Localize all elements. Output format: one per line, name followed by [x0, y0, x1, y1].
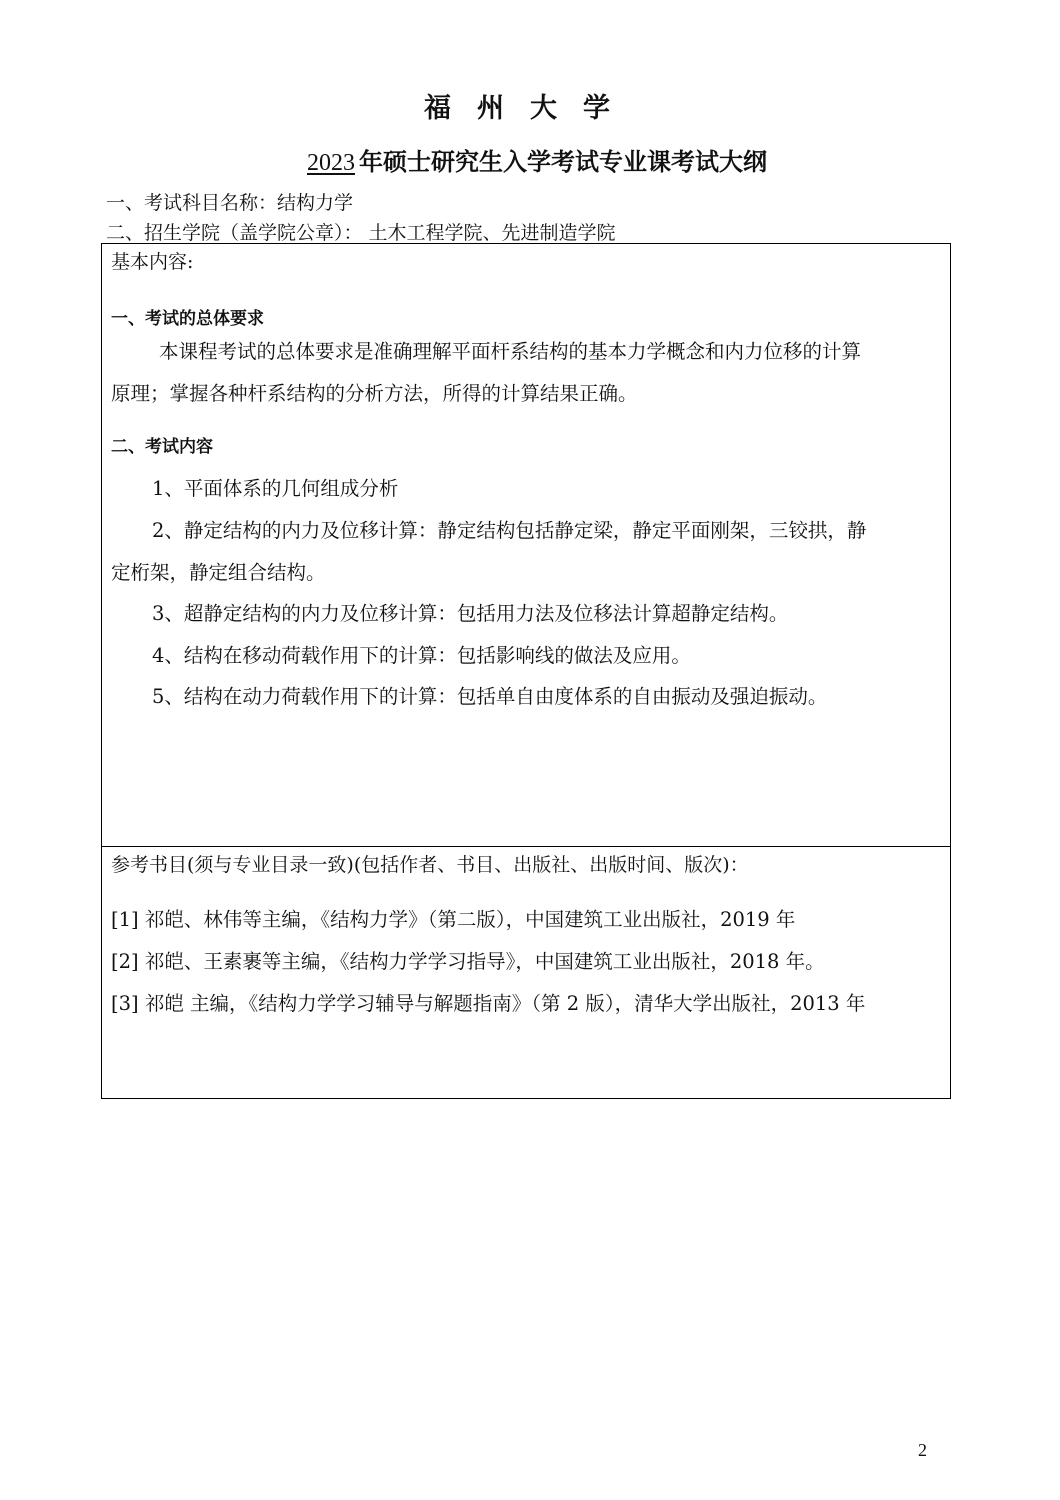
exam-subject: 一、考试科目名称：结构力学 — [106, 192, 354, 214]
references-label: 参考书目(须与专业目录一致)(包括作者、书目、出版社、出版时间、版次)： — [111, 854, 749, 876]
section1-line1: 本课程考试的总体要求是准确理解平面杆系结构的基本力学概念和内力位移的计算 — [159, 340, 862, 363]
exam-year: 2023 — [307, 150, 355, 176]
page-number: 2 — [918, 1440, 927, 1460]
references-box — [101, 846, 951, 1099]
content-item-1: 1、平面体系的几何组成分析 — [152, 477, 399, 500]
reference-1: [1] 祁皑、林伟等主编，《结构力学》（第二版），中国建筑工业出版社，2019 年 — [111, 908, 796, 931]
content-item-4: 4、结构在移动荷载作用下的计算：包括影响线的做法及应用。 — [152, 644, 691, 667]
content-item-3: 3、超静定结构的内力及位移计算：包括用力法及位移法计算超静定结构。 — [152, 602, 789, 625]
content-label: 基本内容: — [111, 251, 194, 273]
section1-heading: 一、考试的总体要求 — [111, 309, 264, 329]
document-title — [0, 142, 1060, 177]
content-item-5: 5、结构在动力荷载作用下的计算：包括单自由度体系的自由振动及强迫振动。 — [152, 685, 828, 708]
section2-heading: 二、考试内容 — [111, 437, 213, 457]
university-name: 福州大学 — [424, 93, 636, 124]
content-item-2-line1: 2、静定结构的内力及位移计算：静定结构包括静定梁，静定平面刚架，三铰拱，静 — [152, 519, 867, 542]
section1-line2: 原理；掌握各种杆系结构的分析方法，所得的计算结果正确。 — [111, 382, 638, 405]
reference-2: [2] 祁皑、王素裹等主编，《结构力学学习指导》，中国建筑工业出版社，2018 年。 — [111, 950, 825, 973]
content-box — [101, 243, 951, 847]
content-item-2-line2: 定桁架，静定组合结构。 — [111, 561, 326, 584]
title-text: 年硕士研究生入学考试专业课考试大纲 — [359, 148, 767, 176]
reference-3: [3] 祁皑 主编，《结构力学学习辅导与解题指南》（第 2 版），清华大学出版社，2013 年 — [111, 992, 866, 1015]
admission-college: 二、招生学院（盖学院公章）： 土木工程学院、先进制造学院 — [106, 222, 616, 244]
